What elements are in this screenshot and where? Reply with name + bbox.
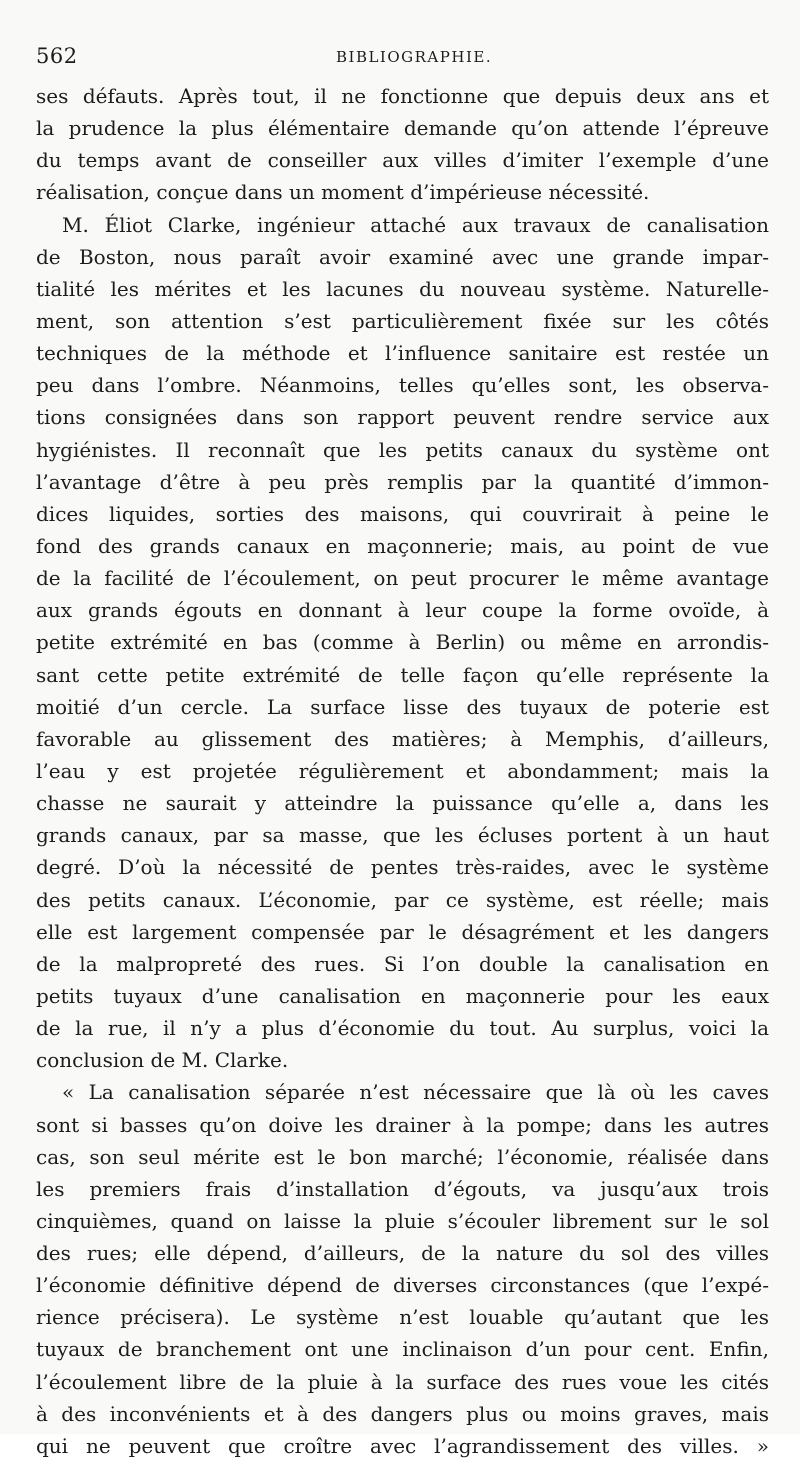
text-line: cinquièmes, quand on laisse la pluie s’écouler librement sur le sol [36,1208,769,1233]
text-line: de la malpropreté des rues. Si l’on double la canalisation en [36,951,769,976]
text-line: la prudence la plus élémentaire demande qu’on attende l’épreuve [36,116,769,141]
text-line: rience précisera). Le système n’est louable qu’autant que les [36,1305,769,1330]
text-line: l’eau y est projetée régulièrement et abondamment; mais la [36,758,769,783]
text-line: techniques de la méthode et l’influence sanitaire est restée un [36,341,769,366]
text-line: hygiénistes. Il reconnaît que les petits canaux du système ont [36,437,769,462]
text-line: tialité les mérites et les lacunes du nouveau système. Naturelle- [36,276,769,301]
text-line: favorable au glissement des matières; à Memphis, d’ailleurs, [36,726,769,751]
text-line: dices liquides, sorties des maisons, qui couvrirait à peine le [36,501,769,526]
text-line: conclusion de M. Clarke. [36,1048,289,1073]
text-line: des petits canaux. L’économie, par ce système, est réelle; mais [36,887,769,912]
text-line: tions consignées dans son rapport peuvent rendre service aux [36,405,769,430]
text-line: à des inconvénients et à des dangers plus ou moins graves, mais [36,1401,769,1426]
text-line: ment, son attention s’est particulièrement fixée sur les côtés [36,308,769,333]
text-line: petite extrémité en bas (comme à Berlin) ou même en arrondis- [36,630,769,655]
text-line: chasse ne saurait y atteindre la puissance qu’elle a, dans les [36,791,769,816]
text-line: de Boston, nous paraît avoir examiné avec une grande impar- [36,244,769,269]
text-line: M. Éliot Clarke, ingénieur attaché aux travaux de canalisation [62,212,769,237]
text-line: ses défauts. Après tout, il ne fonctionne que depuis deux ans et [36,84,769,108]
text-line: degré. D’où la nécessité de pentes très-raides, avec le système [36,855,769,880]
text-line: l’écoulement libre de la pluie à la surface des rues voue les cités [36,1369,769,1394]
text-line: « La canalisation séparée n’est nécessaire que là où les caves [62,1080,769,1105]
text-line: les premiers frais d’installation d’égouts, va jusqu’aux trois [36,1176,769,1201]
text-line: de la rue, il n’y a plus d’économie du tout. Au surplus, voici la [36,1016,769,1041]
text-line: sant cette petite extrémité de telle façon qu’elle représente la [36,662,769,687]
text-line: l’avantage d’être à peu près remplis par la quantité d’immon- [36,469,769,494]
text-line: des rues; elle dépend, d’ailleurs, de la nature du sol des villes [36,1241,769,1266]
text-line: de la facilité de l’écoulement, on peut procurer le même avantage [36,566,769,591]
page-number: 562 [36,44,78,68]
text-line: réalisation, conçue dans un moment d’impérieuse nécessité. [36,180,650,205]
text-line: peu dans l’ombre. Néanmoins, telles qu’elles sont, les observa- [36,373,769,398]
text-line: grands canaux, par sa masse, que les écluses portent à un haut [36,823,769,848]
text-line: petits tuyaux d’une canalisation en maçonnerie pour les eaux [36,983,769,1008]
running-title: BIBLIOGRAPHIE. [336,48,493,66]
text-line: aux grands égouts en donnant à leur coupe la forme ovoïde, à [36,598,769,623]
text-line: moitié d’un cercle. La surface lisse des tuyaux de poterie est [36,694,769,719]
text-line: tuyaux de branchement ont une inclinaison d’un pour cent. Enfin, [36,1337,769,1362]
text-line: du temps avant de conseiller aux villes d’imiter l’exemple d’une [36,148,769,173]
text-line: l’économie définitive dépend de diverses circonstances (que l’expé- [36,1273,769,1298]
body-text [36,80,769,1462]
text-line: cas, son seul mérite est le bon marché; l’économie, réalisée dans [36,1144,769,1169]
running-head [36,44,776,74]
text-line: fond des grands canaux en maçonnerie; mais, au point de vue [36,533,769,558]
text-line: elle est largement compensée par le désagrément et les dangers [36,919,769,944]
text-line: sont si basses qu’on doive les drainer à la pompe; dans les autres [36,1112,769,1137]
text-line: qui ne peuvent que croître avec l’agrandissement des villes. » [36,1433,769,1458]
